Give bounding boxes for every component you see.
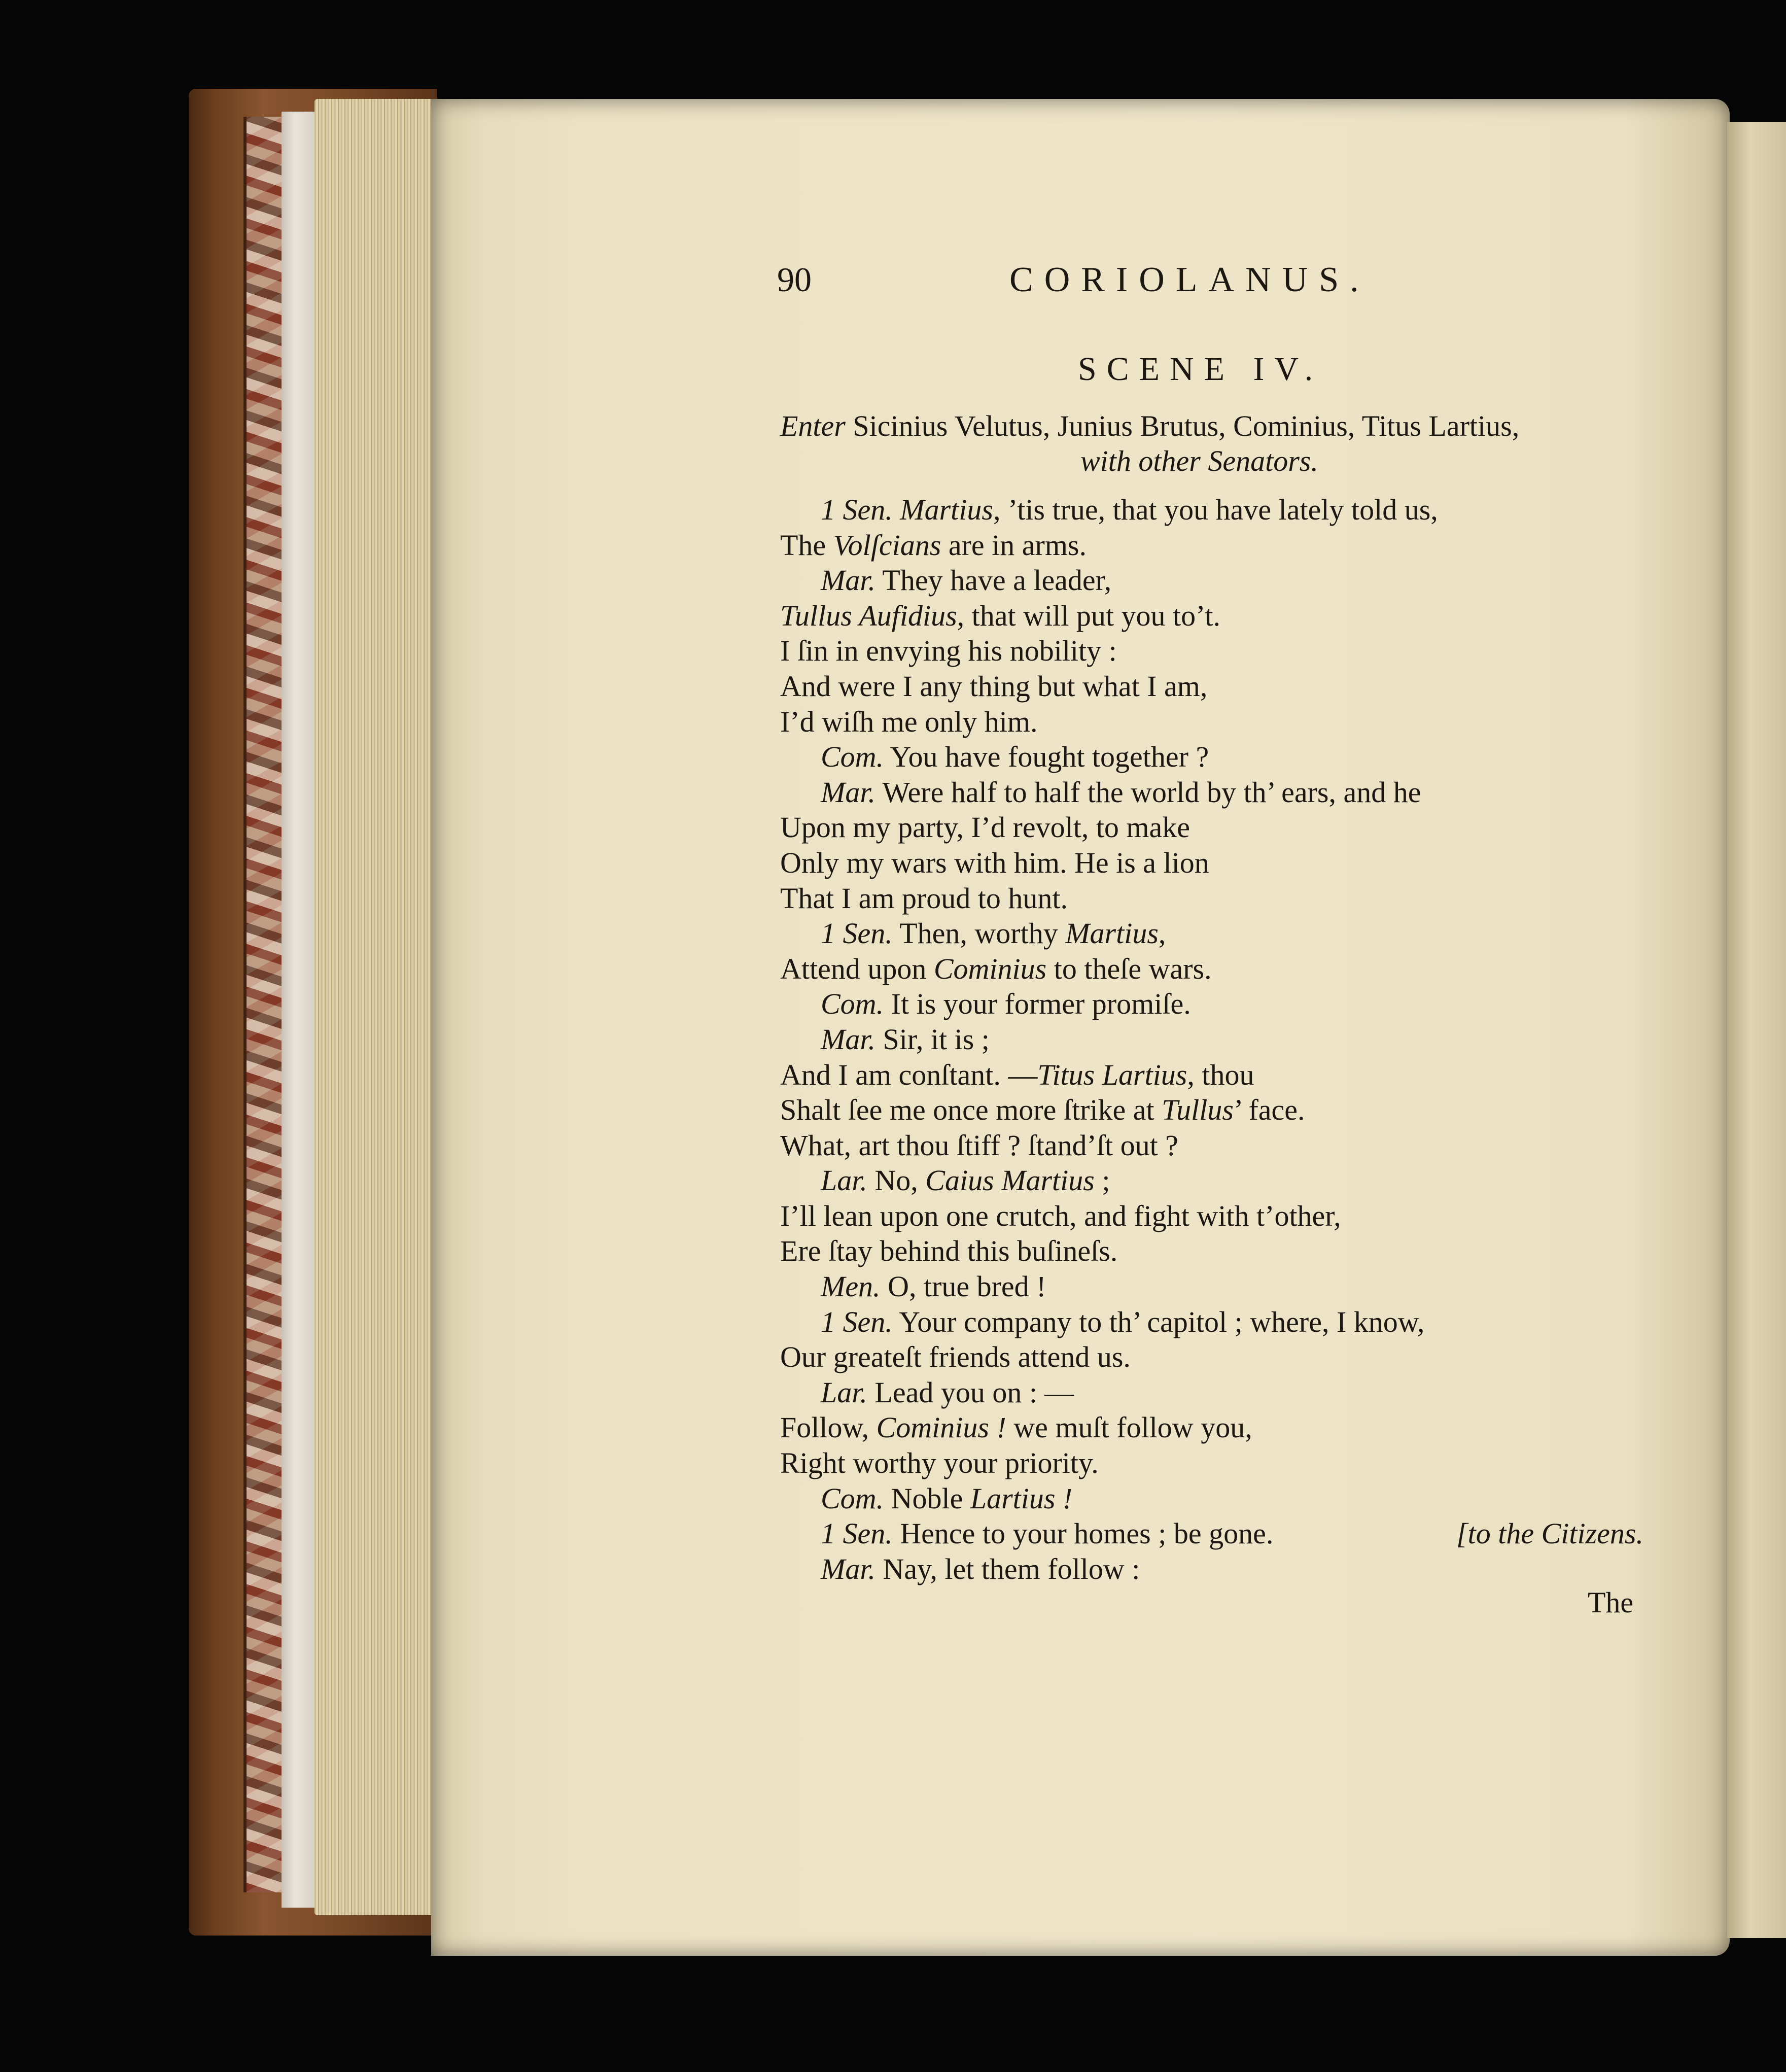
text-line (780, 528, 1658, 563)
text-line (780, 1198, 1658, 1234)
italic-text: Titus Lartius (1037, 1058, 1187, 1091)
speaker-name: 1 Sen. (821, 1517, 893, 1550)
line-text: And I am conſtant. — (780, 1058, 1038, 1091)
line-text: Shalt ſee me once more ſtrike at (780, 1093, 1162, 1127)
text-line (780, 1481, 1658, 1516)
line-text: Sir, it is ; (883, 1022, 990, 1056)
speaker-name: Lar. (821, 1375, 867, 1409)
speaker-name: Lar. (821, 1164, 867, 1197)
next-page-edge (1727, 122, 1786, 1938)
line-text: You have fought together ? (890, 740, 1209, 774)
italic-text: Martius (1065, 917, 1159, 950)
stage-direction-lead: Enter (780, 409, 846, 442)
catchword: The (1588, 1586, 1634, 1619)
text-line (780, 1445, 1658, 1481)
text-line (780, 810, 1658, 845)
line-text: Lead you on : — (874, 1375, 1074, 1409)
italic-text: Volſcians (833, 528, 941, 562)
line-text: Nay, let them follow : (883, 1552, 1140, 1585)
text-line (780, 739, 1658, 775)
text-line (780, 1163, 1658, 1198)
line-text: ; (1094, 1164, 1110, 1197)
italic-text: Lartius ! (970, 1481, 1073, 1515)
italic-text: Cominius ! (876, 1411, 1006, 1444)
text-line (780, 1410, 1658, 1445)
stage-direction-names: Sicinius Velutus, Junius Brutus, Cominius, Titus Lartius, (845, 409, 1520, 442)
stage-aside: [to the Citizens. (1456, 1517, 1643, 1550)
line-text: Then, worthy (899, 917, 1066, 950)
line-text: I’d wiſh me only him. (780, 705, 1038, 738)
speaker-name: 1 Sen. (821, 1305, 893, 1338)
line-text: Follow, (780, 1411, 877, 1444)
line-text: And were I any thing but what I am, (780, 669, 1208, 703)
line-text: Hence to your homes ; be gone. (900, 1517, 1274, 1550)
text-line (780, 669, 1658, 704)
speaker-name: 1 Sen. (821, 493, 893, 526)
speaker-name: Mar. (821, 564, 876, 597)
speaker-name: 1 Sen. (821, 917, 893, 950)
speaker-name: Com. (821, 1481, 884, 1515)
text-line (780, 1269, 1658, 1304)
stage-direction (780, 409, 1519, 443)
italic-text: Tullus (1162, 1093, 1234, 1127)
line-text: I’ll lean upon one crutch, and fight with t’other, (780, 1199, 1341, 1232)
line-text: Your company to th’ capitol ; where, I know, (899, 1305, 1425, 1338)
text-line (780, 881, 1658, 916)
scene-heading: SCENE IV. (1078, 351, 1323, 388)
italic-text: Martius (900, 493, 993, 526)
text-line (780, 1375, 1658, 1410)
line-text: Ere ſtay behind this buſineſs. (780, 1234, 1118, 1268)
text-line (780, 1022, 1658, 1057)
line-text: Only my wars with him. He is a lion (780, 846, 1209, 879)
line-text: Our greateſt friends attend us. (780, 1340, 1131, 1374)
line-text: , thou (1187, 1058, 1254, 1091)
italic-text: Cominius (933, 952, 1047, 985)
line-text: Upon my party, I’d revolt, to make (780, 811, 1190, 844)
line-text: ’ face. (1233, 1093, 1305, 1127)
text-line (780, 1057, 1658, 1093)
line-text: The (780, 528, 833, 562)
text-line (780, 1304, 1658, 1340)
text-line (780, 633, 1658, 669)
dialogue-block (780, 492, 1658, 1586)
text-line (780, 775, 1658, 810)
line-text: They have a leader, (882, 564, 1112, 597)
page-block-edges (314, 99, 434, 1915)
speaker-name: Men. (821, 1270, 881, 1303)
speaker-name: Com. (821, 740, 884, 774)
line-text: I ſin in envying his nobility : (780, 634, 1117, 668)
speaker-name: Mar. (821, 1022, 876, 1056)
text-line (780, 916, 1658, 951)
text-line (780, 563, 1658, 598)
line-text: , ’tis true, that you have lately told us, (993, 493, 1438, 526)
running-title: CORIOLANUS. (1009, 260, 1370, 299)
text-line (780, 492, 1658, 528)
line-text: Attend upon (780, 952, 934, 985)
line-text: are in arms. (941, 528, 1087, 562)
italic-text: Tullus Aufidius (780, 599, 957, 632)
speaker-name: Com. (821, 987, 884, 1021)
line-text: to theſe wars. (1046, 952, 1212, 985)
stage-direction-line2: with other Senators. (1080, 444, 1318, 477)
text-line (780, 1339, 1658, 1375)
line-text: Noble (891, 1481, 970, 1515)
text-line (780, 1233, 1658, 1269)
text-line (780, 598, 1658, 634)
text-line (780, 986, 1658, 1022)
italic-text: Caius Martius (925, 1164, 1095, 1197)
speaker-name: Mar. (821, 775, 876, 809)
speaker-name: Mar. (821, 1552, 876, 1585)
line-text: Right worthy your priority. (780, 1446, 1099, 1480)
line-text: What, art thou ſtiff ? ſtand’ſt out ? (780, 1128, 1178, 1162)
line-text: we muſt follow you, (1006, 1411, 1252, 1444)
text-line (780, 704, 1658, 740)
text-line (780, 1551, 1658, 1587)
line-text: Were half to half the world by th’ ears, and he (882, 775, 1421, 809)
line-text: O, true bred ! (888, 1270, 1046, 1303)
line-text: , (1158, 917, 1166, 950)
text-line (780, 1516, 1658, 1551)
text-line (780, 1092, 1658, 1128)
text-line (780, 951, 1658, 987)
text-line (780, 1128, 1658, 1163)
flyleaf-edge (282, 112, 314, 1908)
text-line (780, 845, 1658, 881)
line-text: It is your former promiſe. (891, 987, 1191, 1021)
line-text: That I am proud to hunt. (780, 881, 1068, 915)
page-number: 90 (777, 260, 812, 299)
line-text: No, (874, 1164, 926, 1197)
line-text: , that will put you to’t. (957, 599, 1220, 632)
